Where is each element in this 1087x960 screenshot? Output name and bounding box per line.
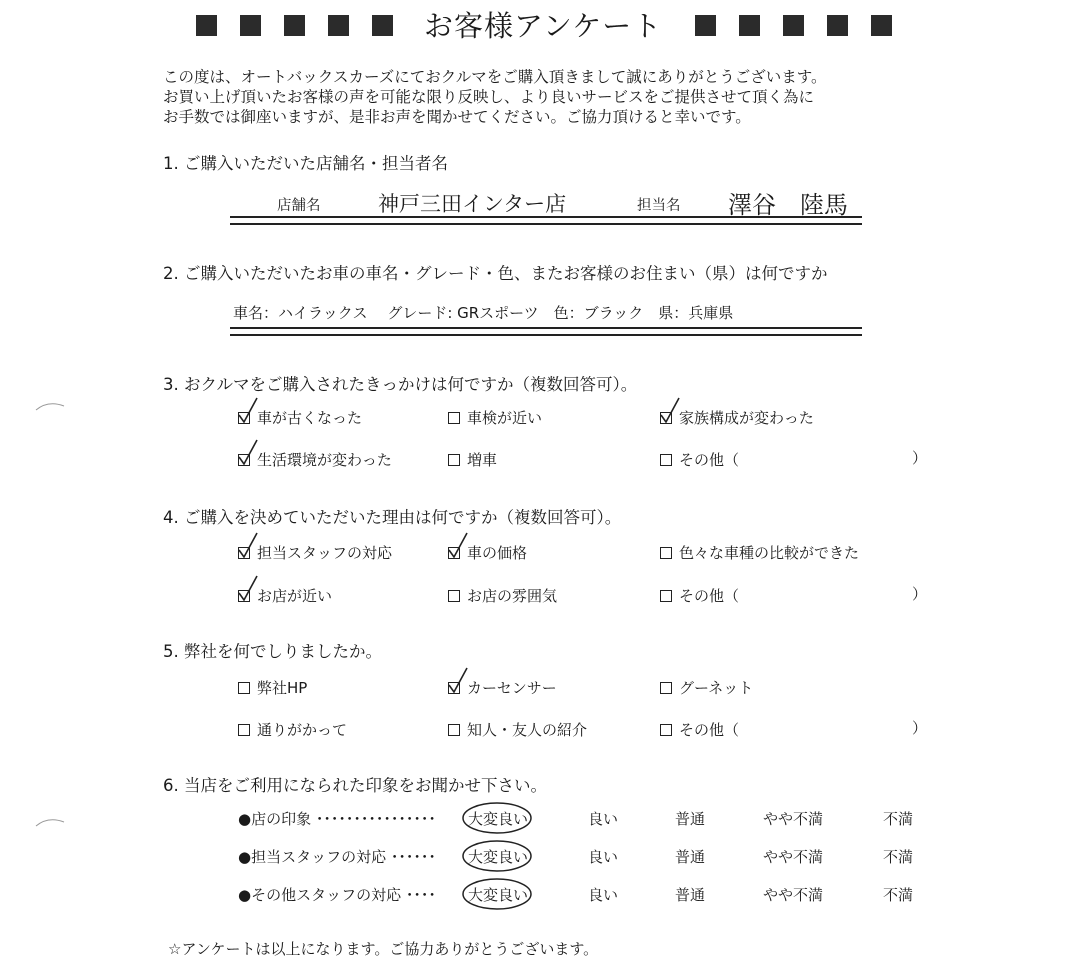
checkmark-icon <box>237 575 259 603</box>
rating-row-label: ●店の印象 ････････････････ <box>238 810 436 828</box>
header-square <box>695 15 716 36</box>
question-1: 1. ご購入いただいた店舗名・担当者名 <box>163 154 448 173</box>
checkbox[interactable] <box>660 412 672 424</box>
q4-option[interactable] <box>448 585 557 606</box>
option-label: お店が近い <box>257 587 333 605</box>
checkbox[interactable] <box>660 547 672 559</box>
rating-option[interactable]: 良い <box>588 886 619 904</box>
store-label: 店舗名 <box>277 198 321 214</box>
checkmark-icon <box>447 667 469 695</box>
q5-option[interactable] <box>448 677 557 698</box>
checkbox[interactable] <box>238 412 250 424</box>
header-square <box>739 15 760 36</box>
staff-label: 担当名 <box>637 198 681 214</box>
answer-underline <box>230 216 862 225</box>
option-label: カーセンサー <box>467 679 557 697</box>
rating-option-selected[interactable] <box>468 808 528 829</box>
option-label: その他（ <box>679 451 740 469</box>
option-label: 車検が近い <box>467 409 543 427</box>
header-square <box>783 15 804 36</box>
q3-option[interactable] <box>448 449 497 470</box>
checkbox[interactable] <box>238 454 250 466</box>
checkmark-icon <box>659 397 681 425</box>
option-label: その他（ <box>679 587 740 605</box>
q5-option[interactable] <box>660 677 753 698</box>
header-square <box>827 15 848 36</box>
question-4: 4. ご購入を決めていただいた理由は何ですか（複数回答可）。 <box>163 508 622 527</box>
hand-circle-icon <box>462 876 537 912</box>
checkbox[interactable] <box>448 454 460 466</box>
rating-option[interactable]: 良い <box>588 848 619 866</box>
q5-option[interactable] <box>660 719 739 740</box>
close-paren: ） <box>912 585 928 603</box>
question-3: 3. おクルマをご購入されたきっかけは何ですか（複数回答可）。 <box>163 375 638 394</box>
q3-option[interactable] <box>448 407 542 428</box>
header-square <box>372 15 393 36</box>
rating-row-label: ●担当スタッフの対応 ･･････ <box>238 848 436 866</box>
q3-option[interactable] <box>660 449 739 470</box>
checkbox[interactable] <box>448 724 460 736</box>
option-label: 担当スタッフの対応 <box>257 544 393 562</box>
checkbox[interactable] <box>448 547 460 559</box>
checkbox[interactable] <box>448 412 460 424</box>
q3-option[interactable] <box>238 407 362 428</box>
checkbox[interactable] <box>238 590 250 602</box>
rating-option[interactable]: 普通 <box>675 886 706 904</box>
q4-option[interactable] <box>660 542 859 563</box>
question-5: 5. 弊社を何でしりましたか。 <box>163 642 382 661</box>
page-title: お客様アンケート <box>424 9 663 43</box>
staff-value: 澤谷 陸馬 <box>728 191 848 219</box>
q5-option[interactable] <box>238 677 307 698</box>
option-label: 車が古くなった <box>257 409 363 427</box>
option-label: 増車 <box>467 451 498 469</box>
store-value: 神戸三田インター店 <box>378 192 567 216</box>
header-square <box>871 15 892 36</box>
q4-option[interactable] <box>238 585 332 606</box>
rating-row-label: ●その他スタッフの対応 ････ <box>238 886 436 904</box>
footer-note: ☆アンケートは以上になります。ご協力ありがとうございます。 <box>168 940 599 958</box>
hand-circle-icon <box>462 800 537 836</box>
checkmark-icon <box>237 532 259 560</box>
vehicle-answer: 車名：ハイラックス グレード: GRスポーツ 色：ブラック 県：兵庫県 <box>233 304 734 322</box>
q5-option[interactable] <box>238 719 347 740</box>
checkbox[interactable] <box>238 724 250 736</box>
option-label: 車の価格 <box>467 544 528 562</box>
punch-hole-mark <box>34 814 68 838</box>
rating-option[interactable]: やや不満 <box>763 886 824 904</box>
checkmark-icon <box>237 439 259 467</box>
checkbox[interactable] <box>660 454 672 466</box>
q3-option[interactable] <box>660 407 814 428</box>
header-square <box>240 15 261 36</box>
close-paren: ） <box>912 719 928 737</box>
q4-option[interactable] <box>238 542 392 563</box>
option-label: 色々な車種の比較ができた <box>679 544 860 562</box>
option-label: 知人・友人の紹介 <box>467 721 588 739</box>
checkbox[interactable] <box>660 682 672 694</box>
option-label: 弊社HP <box>257 679 308 697</box>
checkmark-icon <box>447 532 469 560</box>
header-square <box>196 15 217 36</box>
rating-option[interactable]: 普通 <box>675 848 706 866</box>
option-label: 生活環境が変わった <box>257 451 392 469</box>
checkbox[interactable] <box>238 682 250 694</box>
checkbox[interactable] <box>660 590 672 602</box>
rating-option[interactable]: 不満 <box>883 886 914 904</box>
rating-option[interactable]: やや不満 <box>763 810 824 828</box>
checkmark-icon <box>237 397 259 425</box>
intro-line: この度は、オートバックスカーズにておクルマをご購入頂きまして誠にありがとうございます。 <box>163 68 827 86</box>
q4-option[interactable] <box>448 542 527 563</box>
intro-line: お買い上げ頂いたお客様の声を可能な限り反映し、より良いサービスをご提供させて頂く為に <box>163 88 815 106</box>
option-label: 通りがかって <box>257 721 348 739</box>
rating-option[interactable]: 不満 <box>883 810 914 828</box>
rating-option-label: 大変良い <box>468 810 529 828</box>
header-square <box>284 15 305 36</box>
q4-option[interactable] <box>660 585 739 606</box>
rating-option-label: 大変良い <box>468 848 529 866</box>
intro-line: お手数では御座いますが、是非お声を聞かせてください。ご協力頂けると幸いです。 <box>163 108 751 126</box>
rating-option-selected[interactable] <box>468 884 528 905</box>
option-label: その他（ <box>679 721 740 739</box>
hand-circle-icon <box>462 838 537 874</box>
option-label: 家族構成が変わった <box>679 409 814 427</box>
rating-option[interactable]: 不満 <box>883 848 914 866</box>
question-6: 6. 当店をご利用になられた印象をお聞かせ下さい。 <box>163 776 547 795</box>
q3-option[interactable] <box>238 449 392 470</box>
q5-option[interactable] <box>448 719 587 740</box>
checkbox[interactable] <box>238 547 250 559</box>
rating-option-selected[interactable] <box>468 846 528 867</box>
checkbox[interactable] <box>660 724 672 736</box>
close-paren: ） <box>912 449 928 467</box>
option-label: グーネット <box>679 679 754 697</box>
option-label: お店の雰囲気 <box>467 587 558 605</box>
checkbox[interactable] <box>448 590 460 602</box>
rating-option-label: 大変良い <box>468 886 529 904</box>
header-square <box>328 15 349 36</box>
rating-option[interactable]: やや不満 <box>763 848 824 866</box>
checkbox[interactable] <box>448 682 460 694</box>
rating-option[interactable]: 良い <box>588 810 619 828</box>
question-2: 2. ご購入いただいたお車の車名・グレード・色、またお客様のお住まい（県）は何ですか <box>163 264 828 283</box>
answer-underline <box>230 327 862 336</box>
rating-option[interactable]: 普通 <box>675 810 706 828</box>
punch-hole-mark <box>34 398 68 422</box>
